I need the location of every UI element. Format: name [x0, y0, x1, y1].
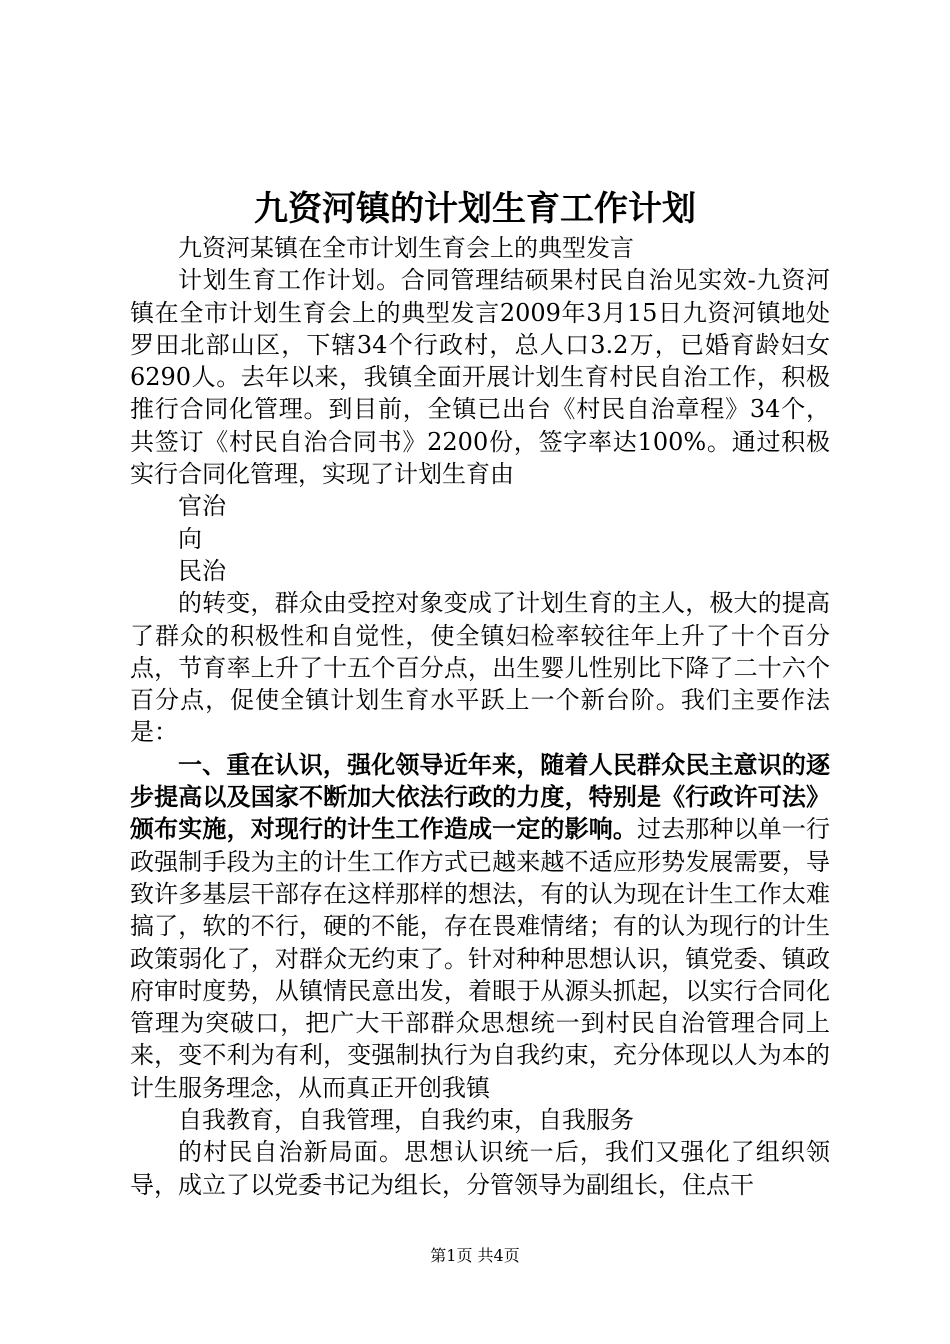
- document-title: 九资河镇的计划生育工作计划: [254, 189, 696, 229]
- paragraph-intro: 计划生育工作计划。合同管理结硕果村民自治见实效-九资河镇在全市计划生育会上的典型发言2009年3月15日九资河镇地处罗田北部山区，下辖34个行政村，总人口3.2万，已婚育龄妇女6290人。去年以来，我镇全面开展计划生育村民自治工作，积极推行合同化管理。到目前，全镇已出台《村民自治章程》34个，共签订《村民自治合同书》2200份，签字率达100%。通过积极实行合同化管理，实现了计划生育由: [130, 266, 830, 489]
- section-1-text: 过去那种以单一行政强制手段为主的计生工作方式已越来越不适应形势发展需要，导致许多基层干部存在这样那样的想法，有的认为现在计生工作太难搞了，软的不行，硬的不能，存在畏难情绪；有的认为现行的计生政策弱化了，对群众无约束了。针对种种思想认识，镇党委、镇政府审时度势，从镇情民意出发，着眼于从源头抓起，以实行合同化管理为突破口，把广大干部群众思想统一到村民自治管理合同上来，变不利为有利，变强制执行为自我约束，充分体现以人为本的计生服务理念，从而真正开创我镇: [130, 815, 830, 1102]
- paragraph-minzhi: 民治: [178, 556, 226, 585]
- paragraph-transformation: 的转变，群众由受控对象变成了计划生育的主人，极大的提高了群众的积极性和自觉性，使全镇妇检率较往年上升了十个百分点，节育率上升了十五个百分点，出生婴儿性别比下降了二十六个百分点，促使全镇计划生育水平跃上一个新台阶。我们主要作法是：: [130, 589, 830, 747]
- document-body: [130, 232, 830, 1201]
- paragraph-xiang: 向: [178, 524, 202, 553]
- paragraph-section-1: [130, 749, 830, 1104]
- page-number-footer: 第1页 共4页: [430, 1246, 520, 1265]
- paragraph-subtitle: 九资河某镇在全市计划生育会上的典型发言: [178, 234, 634, 262]
- paragraph-self-management: 自我教育，自我管理，自我约束，自我服务: [178, 1106, 634, 1135]
- section-1-heading: 一、重在认识，强化领导近年来，随着人民群众民主意识的逐步提高以及国家不断加大依法行政的力度，特别是《行政许可法》颁布实施，对现行的计生工作造成一定的影响。: [130, 749, 830, 844]
- paragraph-organization: 的村民自治新局面。思想认识统一后，我们又强化了组织领导，成立了以党委书记为组长，分管领导为副组长，住点干: [130, 1138, 830, 1199]
- paragraph-guanzhi: 官治: [178, 492, 226, 521]
